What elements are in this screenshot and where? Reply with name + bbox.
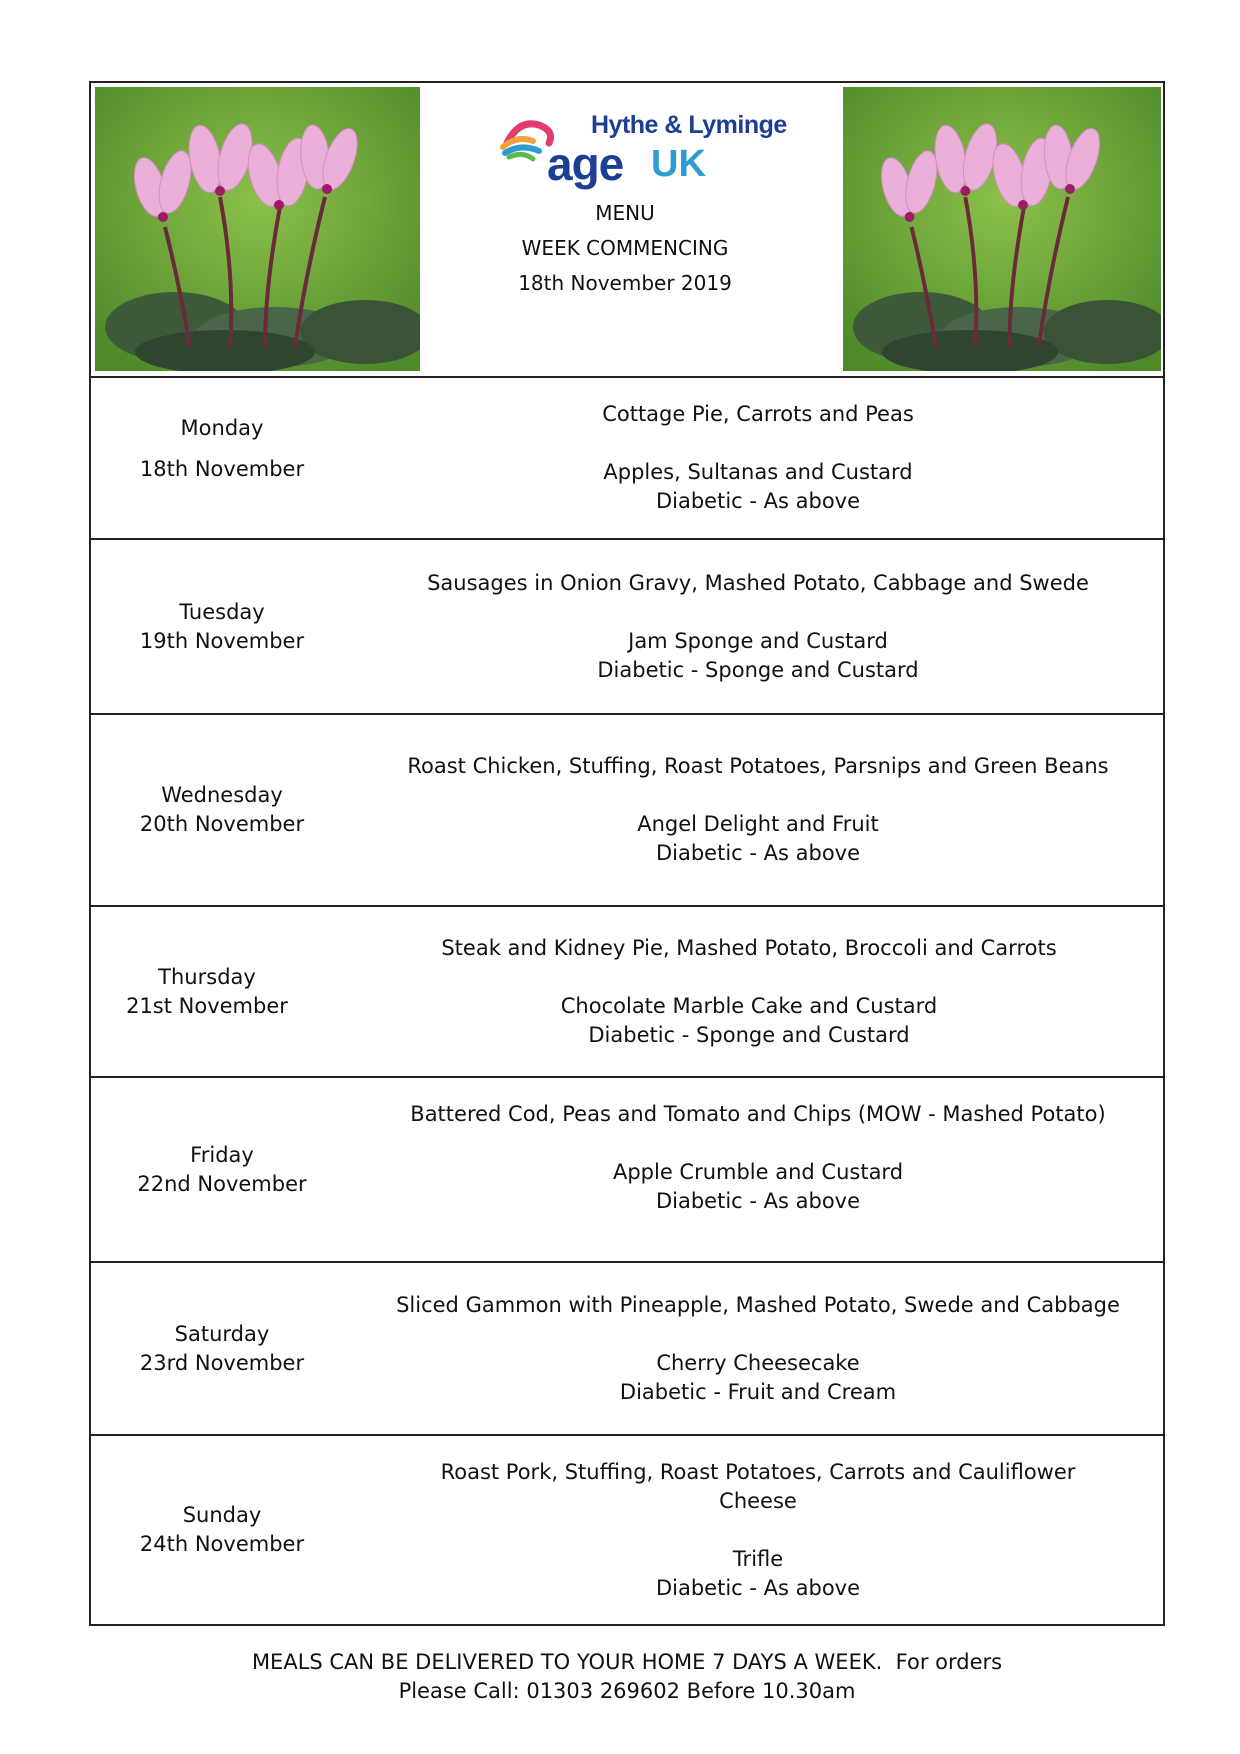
dessert: Apples, Sultanas and Custard	[603, 460, 913, 484]
day-date: 18th November	[139, 457, 305, 481]
day-cell	[91, 907, 323, 1076]
menu-header	[91, 83, 1163, 378]
menu-title: MENU	[595, 201, 655, 225]
day-row-wednesday	[91, 715, 1163, 907]
day-cell	[91, 1263, 353, 1434]
day-row-saturday	[91, 1263, 1163, 1436]
dessert: Cherry Cheesecake	[656, 1350, 860, 1375]
dessert: Trifle	[732, 1546, 784, 1571]
day-name: Sunday	[182, 1503, 262, 1527]
day-name: Friday	[190, 1142, 254, 1167]
day-date: 20th November	[139, 812, 305, 836]
week-commencing-label: WEEK COMMENCING	[521, 236, 729, 260]
day-date: 22nd November	[137, 1171, 307, 1196]
day-row-tuesday	[91, 540, 1163, 715]
diabetic-option: Diabetic - Sponge and Custard	[597, 657, 919, 682]
main-course: Sliced Gammon with Pineapple, Mashed Potato, Swede and Cabbage	[396, 1292, 1120, 1317]
cyclamen-image-icon	[95, 87, 420, 371]
delivery-notice-line-1: MEALS CAN BE DELIVERED TO YOUR HOME 7 DAYS A WEEK. For orders	[251, 1650, 1003, 1674]
main-course: Roast Pork, Stuffing, Roast Potatoes, Carrots and Cauliflower Cheese	[440, 1459, 1076, 1513]
meal-cell	[353, 1263, 1163, 1434]
week-date: 18th November 2019	[518, 271, 732, 295]
logo-age-text: age	[547, 138, 624, 190]
day-row-friday	[91, 1078, 1163, 1263]
diabetic-option: Diabetic - Fruit and Cream	[619, 1379, 897, 1404]
cyclamen-photo-right	[843, 87, 1161, 371]
day-name: Saturday	[174, 1321, 270, 1346]
dessert: Angel Delight and Fruit	[637, 812, 879, 836]
main-course: Sausages in Onion Gravy, Mashed Potato, Cabbage and Swede	[427, 570, 1089, 595]
day-name: Tuesday	[179, 599, 265, 624]
dessert: Jam Sponge and Custard	[628, 628, 888, 653]
day-name: Monday	[180, 416, 264, 440]
day-cell	[91, 378, 353, 538]
main-course: Steak and Kidney Pie, Mashed Potato, Broccoli and Carrots	[441, 935, 1057, 960]
cyclamen-photo-left	[95, 87, 420, 371]
main-course: Battered Cod, Peas and Tomato and Chips (MOW - Mashed Potato)	[410, 1102, 1106, 1126]
meal-cell	[353, 378, 1163, 538]
day-name: Thursday	[158, 964, 256, 989]
logo-org-name: Hythe & Lyminge	[591, 111, 787, 139]
meal-cell	[353, 907, 1145, 1076]
logo-uk-text: UK	[651, 143, 706, 185]
meal-cell	[353, 1078, 1163, 1261]
day-cell	[91, 715, 353, 905]
day-date: 19th November	[139, 628, 305, 653]
main-course: Cottage Pie, Carrots and Peas	[602, 402, 914, 426]
meal-cell	[353, 1436, 1163, 1624]
dessert: Apple Crumble and Custard	[612, 1160, 904, 1184]
cyclamen-image-icon	[843, 87, 1161, 371]
diabetic-option: Diabetic - Sponge and Custard	[588, 1022, 910, 1047]
meal-cell	[353, 715, 1163, 905]
day-row-thursday	[91, 907, 1163, 1078]
dessert: Chocolate Marble Cake and Custard	[560, 993, 938, 1018]
age-uk-logo	[499, 99, 799, 189]
diabetic-option: Diabetic - As above	[655, 841, 861, 865]
day-cell	[91, 540, 353, 713]
diabetic-option: Diabetic - As above	[655, 1189, 861, 1213]
day-date: 23rd November	[139, 1350, 305, 1375]
main-course: Roast Chicken, Stuffing, Roast Potatoes, Parsnips and Green Beans	[407, 754, 1109, 778]
day-cell	[91, 1436, 353, 1624]
diabetic-option: Diabetic - As above	[655, 489, 861, 513]
day-cell	[91, 1078, 353, 1261]
delivery-notice-line-2: Please Call: 01303 269602 Before 10.30am	[398, 1679, 856, 1703]
diabetic-option: Diabetic - As above	[655, 1575, 861, 1600]
menu-table	[89, 81, 1165, 1626]
day-row-monday	[91, 378, 1163, 540]
day-date: 21st November	[126, 993, 288, 1018]
day-name: Wednesday	[161, 783, 283, 807]
day-row-sunday	[91, 1436, 1163, 1624]
meal-cell	[353, 540, 1163, 713]
day-date: 24th November	[139, 1532, 305, 1556]
delivery-notice	[89, 1648, 1165, 1706]
